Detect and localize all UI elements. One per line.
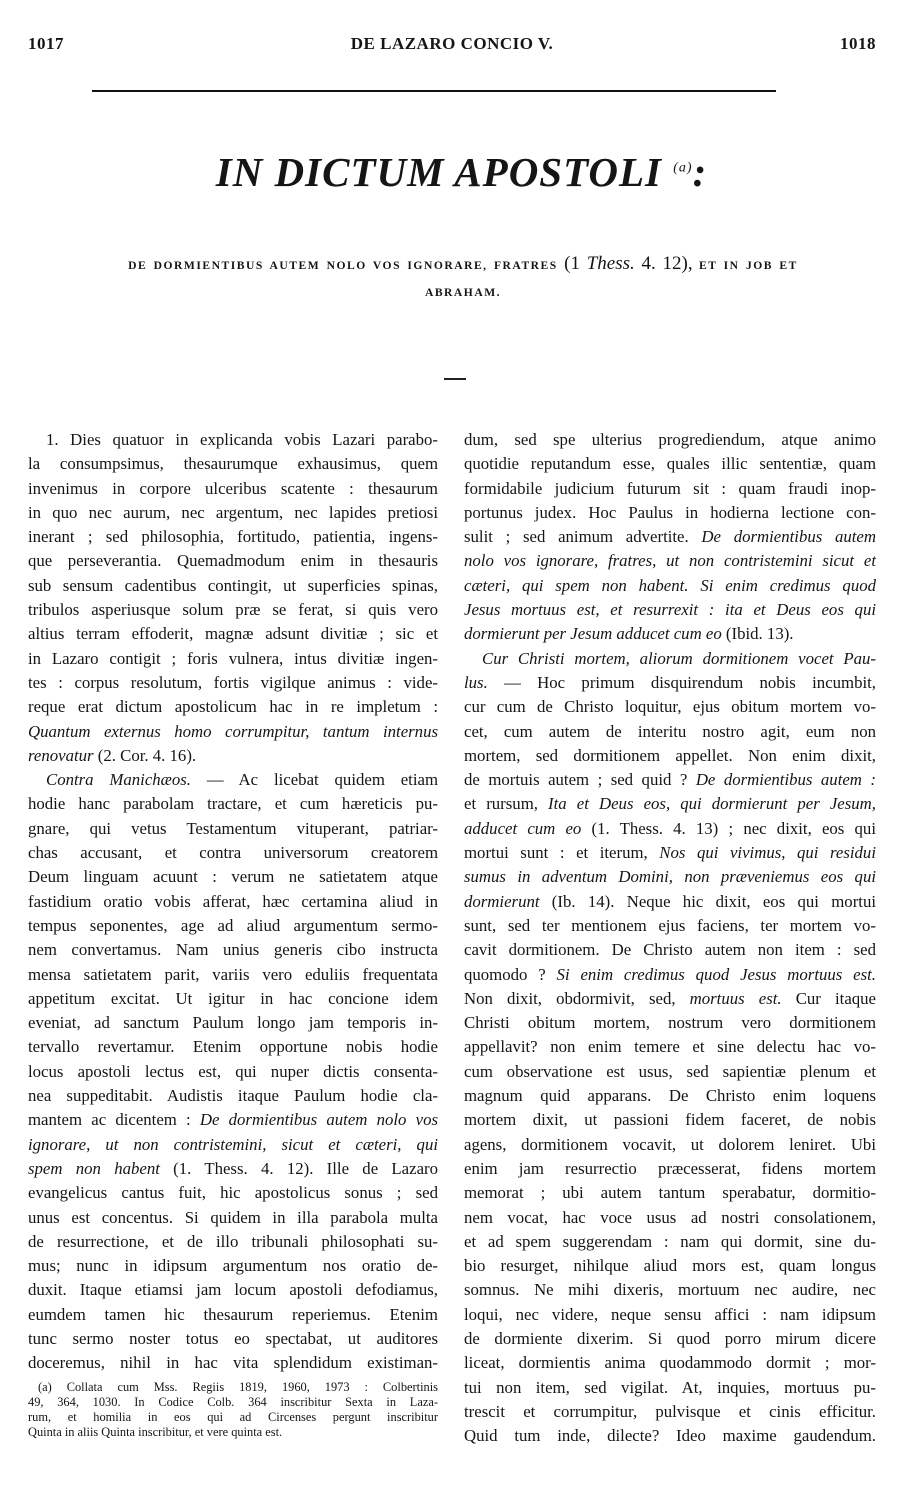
text-segment: (1. Thess. 4. 13) ; nec dixit, eos qui: [581, 818, 876, 838]
italic-segment: De dormientibus autem: [701, 527, 876, 547]
text-segment: tunc sermo noster totus eo spectabat, ut auditores: [28, 1328, 438, 1348]
text-segment: (2. Cor. 4. 16).: [93, 745, 197, 765]
text-segment: fastidium oratio vobis afferat, hæc certamina aliud in: [28, 891, 438, 911]
text-line: [28, 890, 438, 914]
text-line: [464, 1157, 876, 1181]
text-segment: et rursum,: [464, 794, 549, 814]
text-segment: chas accusant, et contra universorum creatorem: [28, 843, 438, 863]
text-line: [28, 1060, 438, 1084]
text-line: [28, 695, 438, 719]
text-line: [464, 1351, 876, 1375]
footnote-line: 49, 364, 1030. In Codice Colb. 364 inscribitur Sexta in Laza-: [28, 1394, 438, 1409]
text-line: [464, 1084, 876, 1108]
text-line: [28, 622, 438, 646]
text-line: [464, 1254, 876, 1278]
text-line: [464, 1303, 876, 1327]
text-segment: tui non item, sed vigilat. At, inquies, mortuus pu-: [464, 1377, 876, 1397]
italic-segment: Si enim credimus quod Jesus mortuus est.: [556, 964, 876, 984]
text-line: [464, 720, 876, 744]
text-segment: gnare, qui vetus Testamentum vituperant, patriar-: [28, 818, 438, 838]
text-segment: formidabile judicium futurum sit : quam fraudi inop-: [464, 478, 876, 498]
italic-segment: Quantum externus homo corrumpitur, tantum internus: [28, 721, 438, 741]
text-segment: eveniat, ad sanctum Paulum longo jam temporis in-: [28, 1013, 438, 1033]
text-line: [464, 1327, 876, 1351]
text-line: [464, 841, 876, 865]
text-segment: mortem dixit, ut passioni fidem faceret, de nobis: [464, 1110, 876, 1130]
text-line: [28, 1181, 438, 1205]
text-line: [28, 574, 438, 598]
text-segment: que perseverantia. Quemadmodum enim in thesauris: [28, 551, 438, 571]
text-segment: liceat, dormientis anima quodammodo dormit ; mor-: [464, 1353, 876, 1373]
text-line: [464, 574, 876, 598]
text-line: [28, 914, 438, 938]
text-segment: et ad spem suggerendam : nam qui dormit, sine du-: [464, 1231, 876, 1251]
text-line: [28, 963, 438, 987]
italic-segment: lus.: [464, 672, 488, 692]
italic-segment: sumus in adventum Domini, non præveniemus eos qui: [464, 867, 876, 887]
text-segment: nem vocat, hac voce usus ad nostri consolationem,: [464, 1207, 876, 1227]
footnote-line: rum, et homilia in eos qui ad Circenses pergunt inscribitur: [28, 1409, 438, 1424]
text-line: [28, 549, 438, 573]
text-segment: — Hoc primum disquirendum nobis incumbit,: [487, 672, 876, 692]
text-line: [464, 647, 876, 671]
footnote-line: Quinta in aliis Quinta inscribitur, et vere quinta est.: [28, 1424, 283, 1439]
text-line: [28, 1035, 438, 1059]
text-segment: inerant ; sed philosophia, fortitudo, patientia, ingens-: [28, 527, 438, 547]
text-line: [464, 622, 876, 646]
italic-segment: Ita et Deus eos, qui dormierunt per Jesum,: [548, 794, 876, 814]
ref-rest: 4. 12),: [634, 253, 693, 274]
text-segment: sub sensum cadentibus contingit, ut superficies spinas,: [28, 575, 438, 595]
text-line: [464, 1181, 876, 1205]
text-line: [464, 1133, 876, 1157]
text-segment: de dormiente dixerim. Si quod porro mirum dicere: [464, 1328, 876, 1348]
text-line: [464, 1060, 876, 1084]
text-line: [28, 1011, 438, 1035]
text-segment: quotidie reputandum esse, quales illic sententiæ, quam: [464, 454, 876, 474]
text-line: [28, 720, 438, 744]
running-title: DE LAZARO CONCIO V.: [350, 34, 554, 53]
text-line: [28, 817, 438, 841]
italic-segment: dormierunt per Jesum adducet cum eo: [464, 624, 722, 644]
text-line: [464, 987, 876, 1011]
text-segment: (1. Thess. 4. 12). Ille de Lazaro: [159, 1158, 438, 1178]
text-segment: mortui sunt : et iterum,: [464, 843, 660, 863]
text-segment: quomodo ?: [464, 964, 557, 984]
text-line: [464, 865, 876, 889]
text-segment: 1. Dies quatuor in explicanda vobis Lazari parabo-: [46, 430, 438, 449]
text-segment: sunt, sed ter mentionem ejus faciens, ter mortem vo-: [464, 915, 876, 935]
text-line: [28, 1108, 438, 1132]
text-line: [28, 1084, 438, 1108]
text-segment: Non dixit, obdormivit, sed,: [464, 988, 690, 1008]
italic-segment: Contra Manichæos.: [46, 770, 191, 790]
text-line: [464, 428, 876, 452]
text-line: [28, 1278, 438, 1302]
italic-segment: adducet cum eo: [464, 818, 582, 838]
text-segment: tribulos asperiusque solum præ se ferat, si quis vero: [28, 600, 438, 620]
text-line: [464, 671, 876, 695]
text-segment: locus apostoli lectus est, qui nuper dictis consenta-: [28, 1061, 438, 1081]
text-segment: la consumpsimus, thesaurumque exhausimus, quem: [28, 454, 438, 474]
text-segment: de mortuis autem ; sed quid ?: [464, 770, 696, 790]
text-segment: Christi obitum mortem, nostrum vero dormitionem: [464, 1013, 876, 1033]
text-line: [464, 525, 876, 549]
text-line: [28, 792, 438, 816]
text-segment: unus est concentus. Si quidem in illa parabola multa: [28, 1207, 438, 1227]
text-segment: cavit dormitionem. De Christo autem non item : sed: [464, 940, 876, 960]
text-line: [464, 695, 876, 719]
text-line: [464, 1376, 876, 1400]
text-segment: magnum quid apparans. De Christo enim loquens: [464, 1086, 876, 1106]
italic-segment: dormierunt: [464, 891, 540, 911]
text-line: [28, 1206, 438, 1230]
text-line: [464, 598, 876, 622]
subtitle-part1: DE DORMIENTIBUS AUTEM NOLO VOS IGNORARE, FRATRES: [128, 259, 558, 272]
text-segment: mensa satietatem parit, variis vero eduliis frequentata: [28, 964, 438, 984]
text-line: [464, 549, 876, 573]
text-segment: cet, cum autem de interitu nostro agit, eum non: [464, 721, 876, 741]
text-line: [464, 1108, 876, 1132]
title-text: IN DICTUM APOSTOLI: [215, 149, 663, 195]
italic-segment: ignorare, ut non contristemini, sicut et cæteri, qui: [28, 1134, 438, 1154]
text-segment: reque erat dictum apostolicum hac in re impletum :: [28, 697, 438, 717]
text-line: [464, 1230, 876, 1254]
text-line: [464, 792, 876, 816]
right-column-text: [464, 428, 876, 1448]
title-separator: [444, 378, 466, 380]
title-colon: :: [692, 149, 708, 195]
text-line: [28, 1230, 438, 1254]
italic-segment: nolo vos ignorare, fratres, ut non contristemini sicut et: [464, 551, 876, 571]
text-line: [464, 817, 876, 841]
text-segment: memorat ; ubi autem tantum sperabatur, dormitio-: [464, 1183, 876, 1203]
text-segment: appetitum excitat. Ut igitur in hac concione idem: [28, 988, 438, 1008]
subtitle-part2: ET IN JOB ET: [699, 259, 798, 272]
text-line: [464, 768, 876, 792]
text-line: [28, 1351, 438, 1375]
italic-segment: cæteri, qui spem non habent. Si enim credimus quod: [464, 575, 876, 595]
footnote-line: (a) Collata cum Mss. Regiis 1819, 1960, 1973 : Colbertinis: [38, 1379, 438, 1394]
title-note-mark: (a): [673, 160, 693, 176]
text-line: [28, 744, 438, 768]
text-segment: Deum linguam acuunt : verum ne satietatem atque: [28, 867, 438, 887]
text-segment: loqui, nec videre, neque sensu affici : nam idipsum: [464, 1304, 876, 1324]
text-segment: agens, dormitionem vocavit, ut dolorem leniret. Ubi: [464, 1134, 876, 1154]
text-segment: altius terram effoderit, magnæ adsunt divitiæ ; sic et: [28, 624, 438, 644]
italic-segment: renovatur: [28, 745, 94, 765]
text-line: [464, 1011, 876, 1035]
page-number-left: 1017: [28, 34, 64, 53]
text-line: [28, 987, 438, 1011]
text-segment: trescit et corrumpitur, pulvisque et cinis efficitur.: [464, 1401, 876, 1421]
text-segment: doceremus, nihil in hac vita splendidum existiman-: [28, 1353, 438, 1373]
text-segment: sulit ; sed animum advertite.: [464, 527, 702, 547]
text-segment: mus; nunc in idipsum argumentum nos oratio de-: [28, 1256, 438, 1276]
text-segment: tempus seponentes, age ad aliud argumentum sermo-: [28, 915, 438, 935]
text-segment: cum observatione est usus, sed sapientiæ plenum et: [464, 1061, 876, 1081]
italic-segment: Cur Christi mortem, aliorum dormitionem vocet Pau-: [482, 648, 876, 668]
text-line: [28, 865, 438, 889]
text-line: [28, 938, 438, 962]
text-segment: invenimus in corpore ulceribus scatente : thesaurum: [28, 478, 438, 498]
text-line: [464, 452, 876, 476]
text-segment: Cur itaque: [781, 988, 876, 1008]
text-segment: cur cum de Christo loquitur, ejus obitum mortem vo-: [464, 697, 876, 717]
text-segment: mantem ac dicentem :: [28, 1110, 200, 1130]
text-segment: nea suppeditabit. Audistis itaque Paulum hodie cla-: [28, 1086, 438, 1106]
text-line: [464, 890, 876, 914]
text-line: [28, 1303, 438, 1327]
text-line: [28, 1327, 438, 1351]
text-line: [28, 428, 438, 452]
text-line: [28, 841, 438, 865]
text-line: [464, 914, 876, 938]
ref-book: Thess.: [586, 253, 635, 274]
italic-segment: Jesus mortuus est, et resurrexit : ita et Deus eos qui: [464, 600, 876, 620]
text-line: [464, 938, 876, 962]
sermon-subtitle: [58, 250, 868, 306]
italic-segment: mortuus est.: [689, 988, 782, 1008]
ref-open: (1: [564, 253, 587, 274]
italic-segment: Nos qui vivimus, qui residui: [659, 843, 876, 863]
text-segment: — Ac licebat quidem etiam: [190, 770, 438, 790]
subtitle-part3: ABRAHAM.: [424, 286, 502, 299]
text-line: [28, 525, 438, 549]
left-column: [28, 428, 438, 1440]
text-segment: nem convertamus. Nam unius generis cibo instructa: [28, 940, 438, 960]
text-segment: bio resurget, nihilque aliud mors est, quam longus: [464, 1256, 876, 1276]
text-line: [28, 1254, 438, 1278]
text-segment: eumdem tamen hic thesaurum reperiemus. Etenim: [28, 1304, 438, 1324]
text-segment: duxit. Itaque etiamsi jam locum apostoli defodiamus,: [28, 1280, 438, 1300]
text-line: [464, 1424, 876, 1448]
text-segment: tes : corpus resolutum, fortis vigilque animus : vide-: [28, 672, 438, 692]
text-segment: portunus judex. Hoc Paulus in hodierna lectione con-: [464, 502, 876, 522]
text-line: [28, 1157, 438, 1181]
text-segment: appellavit? non enim temere et sine delectu hac vo-: [464, 1037, 876, 1057]
right-column: [464, 428, 876, 1448]
italic-segment: De dormientibus autem :: [695, 770, 876, 790]
italic-segment: spem non habent: [28, 1158, 160, 1178]
text-line: [28, 1133, 438, 1157]
text-segment: de resurrectione, et de illo tribunali philosophati su-: [28, 1231, 438, 1251]
page-number-right: 1018: [840, 34, 876, 53]
text-line: [28, 477, 438, 501]
text-line: [464, 963, 876, 987]
sermon-title: [0, 148, 923, 196]
text-segment: in Lazaro contigit ; foris vulnera, intus divitiæ ingen-: [28, 648, 438, 668]
text-line: [28, 598, 438, 622]
subtitle-reference: [564, 253, 692, 274]
text-segment: evangelicus cantus fuit, hic apostolicus sonus ; sed: [28, 1183, 438, 1203]
text-segment: (Ib. 14). Neque hic dixit, eos qui mortui: [539, 891, 876, 911]
text-segment: hodie hanc parabolam tractare, et cum hæreticis pu-: [28, 794, 438, 814]
footnote: [28, 1380, 438, 1440]
header-rule: [92, 90, 776, 92]
text-line: [464, 501, 876, 525]
text-segment: dum, sed spe ulterius progrediendum, atque animo: [464, 430, 876, 449]
text-line: [464, 1035, 876, 1059]
text-line: [28, 647, 438, 671]
text-line: [464, 477, 876, 501]
text-segment: enim jam resurrectio præcesserat, fidens mortem: [464, 1158, 876, 1178]
text-line: [28, 452, 438, 476]
text-line: [464, 1278, 876, 1302]
text-segment: (Ibid. 13).: [721, 624, 794, 644]
text-segment: mortem, sed dormitionem appellet. Non enim dixit,: [464, 745, 876, 765]
italic-segment: De dormientibus autem nolo vos: [199, 1110, 438, 1130]
text-line: [464, 1400, 876, 1424]
text-line: [28, 671, 438, 695]
text-segment: Quid tum inde, dilecte? Ideo maxime gaudendum.: [464, 1426, 876, 1446]
text-line: [28, 768, 438, 792]
text-segment: in quo nec aurum, nec argentum, nec lapides pretiosi: [28, 502, 438, 522]
text-segment: somnus. Ne mihi dixeris, mortuum nec audire, nec: [464, 1280, 876, 1300]
text-line: [464, 744, 876, 768]
text-line: [464, 1206, 876, 1230]
left-column-text: [28, 428, 438, 1376]
text-line: [28, 501, 438, 525]
text-segment: tervallo revertamur. Etenim opportune nobis hodie: [28, 1037, 438, 1057]
